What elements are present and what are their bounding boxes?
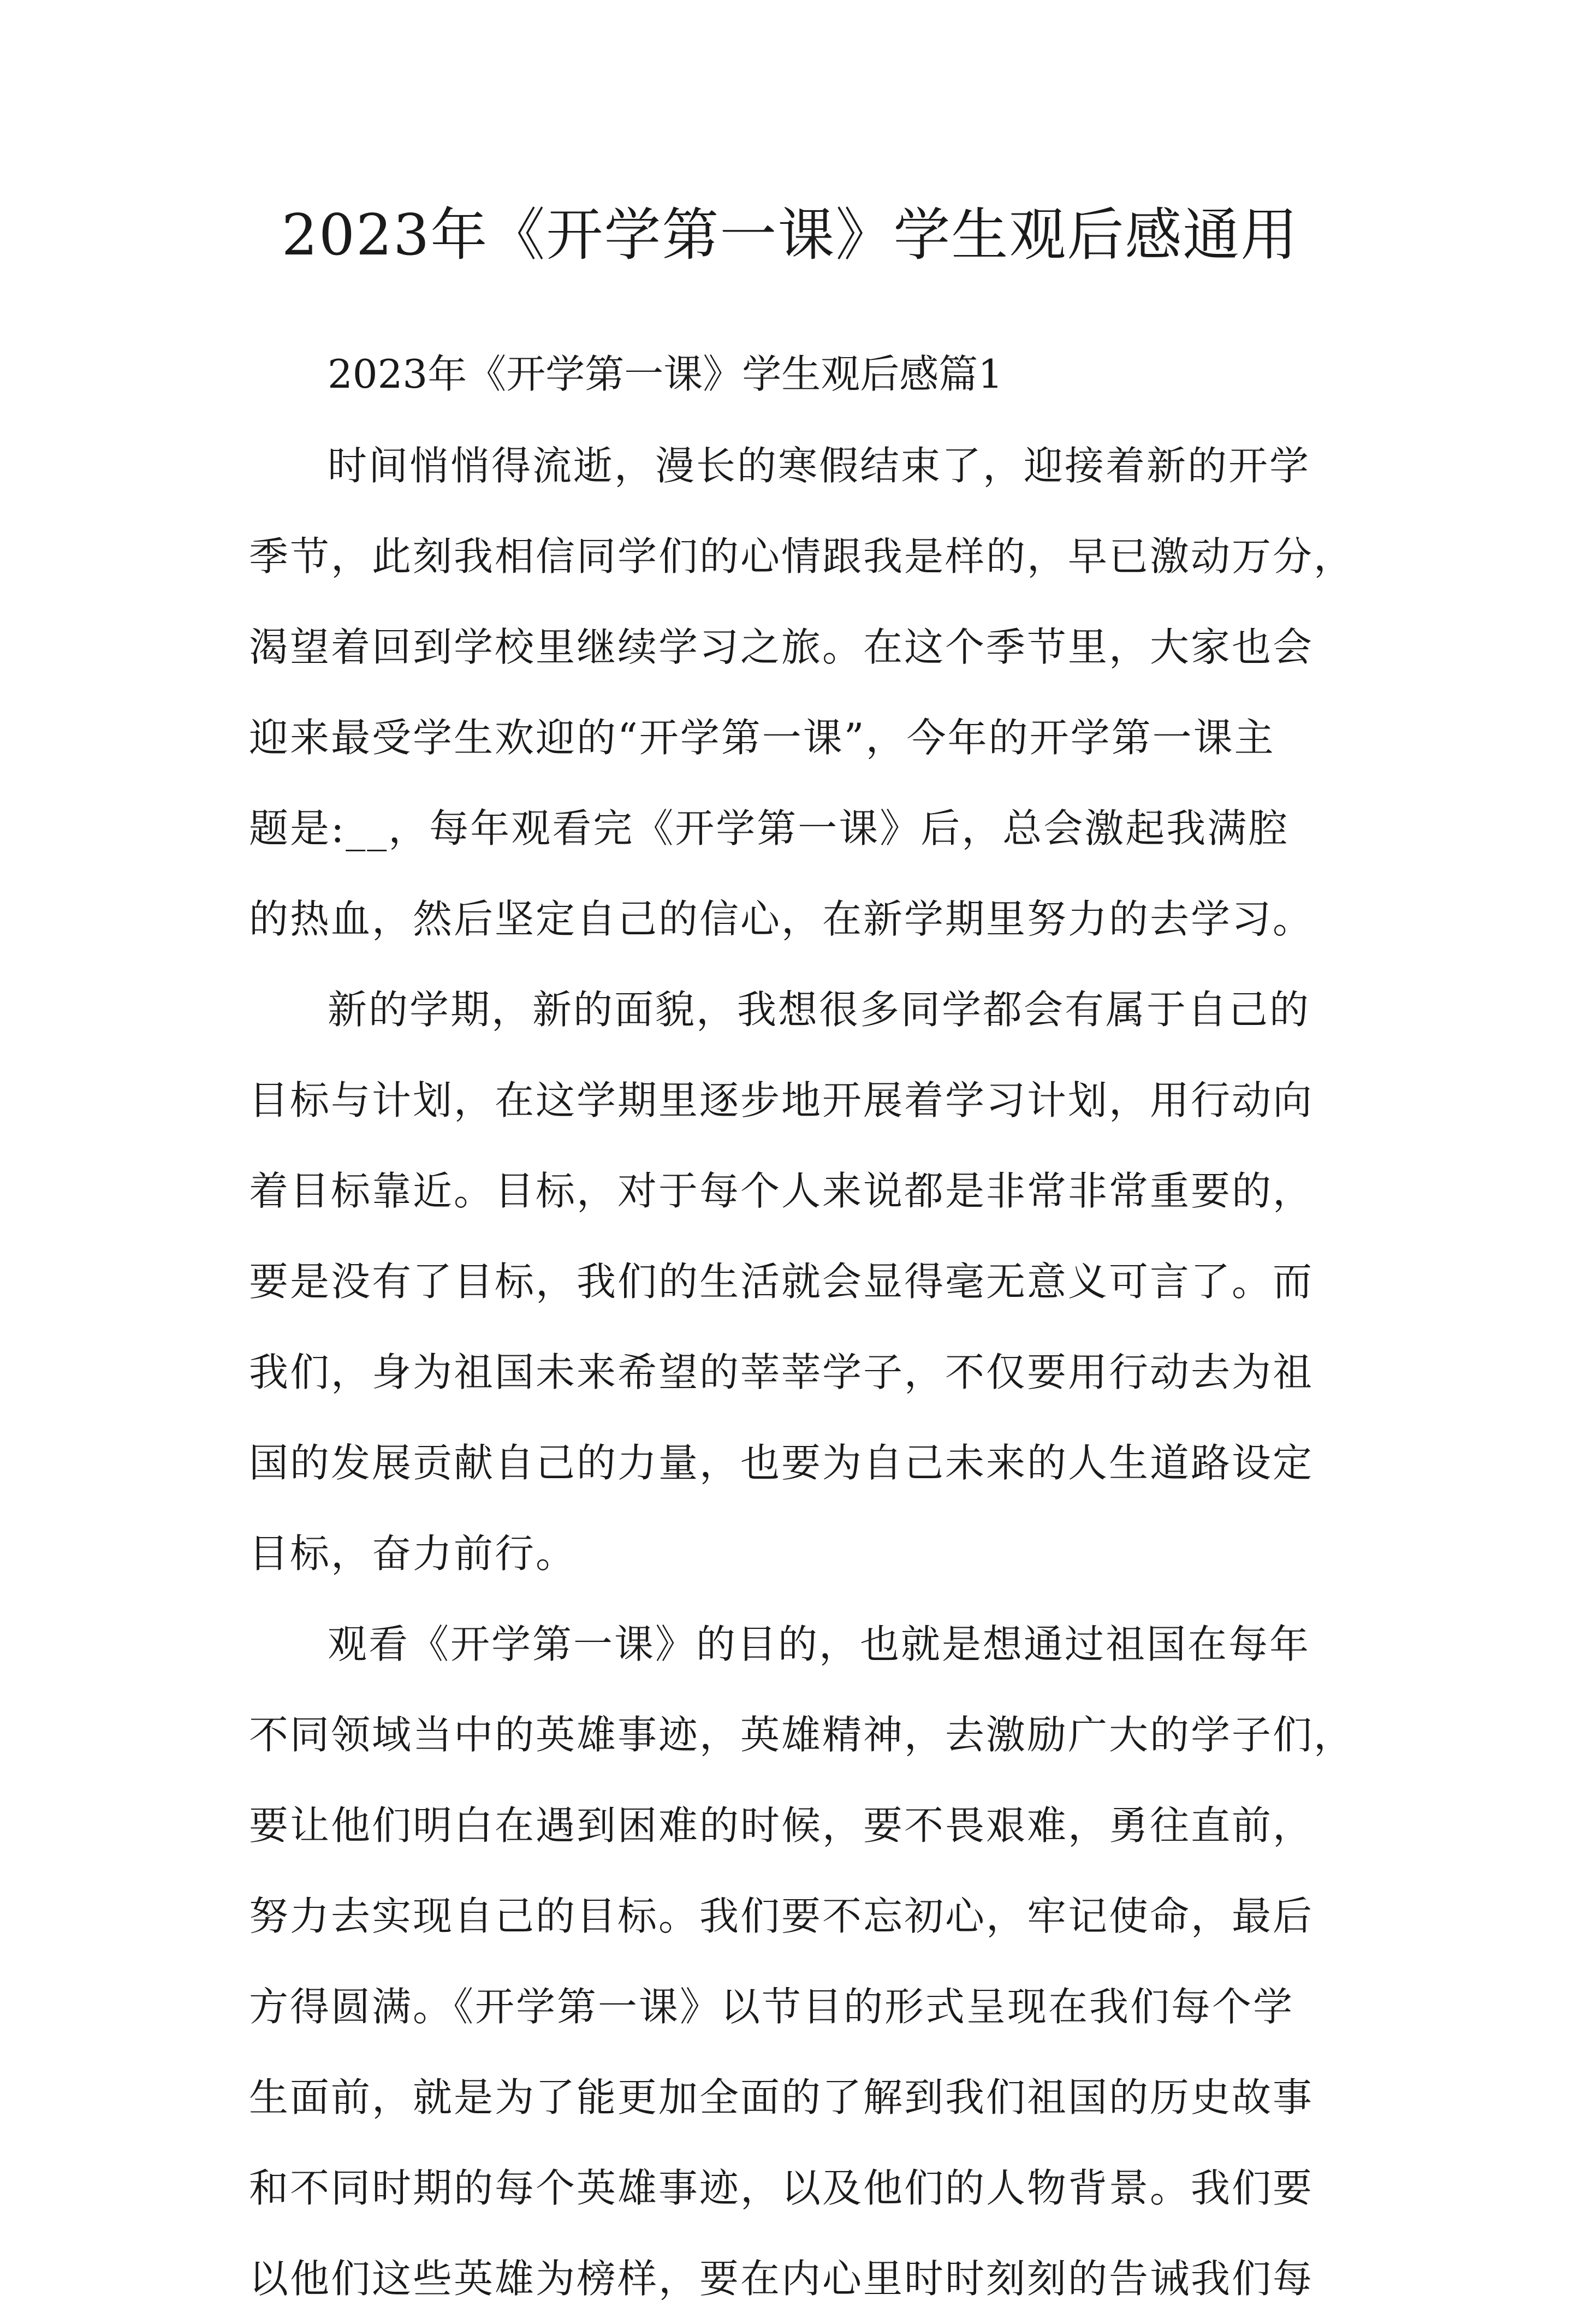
paragraph-line: 和不同时期的每个英雄事迹，以及他们的人物背景。我们要 bbox=[249, 2165, 1314, 2211]
paragraph-line: 目标与计划，在这学期里逐步地开展着学习计划，用行动向 bbox=[249, 1077, 1314, 1123]
paragraph-line: 迎来最受学生欢迎的“开学第一课”，今年的开学第一课主 bbox=[249, 715, 1275, 761]
paragraph-2 bbox=[249, 964, 1365, 1599]
paragraph-line: 观看《开学第一课》的目的，也就是想通过祖国在每年 bbox=[328, 1621, 1311, 1667]
section-heading: 2023年《开学第一课》学生观后感篇1 bbox=[328, 351, 1003, 397]
paragraph-line: 方得圆满。《开学第一课》以节目的形式呈现在我们每个学 bbox=[249, 1984, 1294, 2030]
article-body bbox=[249, 328, 1365, 2324]
paragraph-line: 目标，奋力前行。 bbox=[249, 1531, 577, 1576]
document-title: 2023年《开学第一课》学生观后感通用 bbox=[281, 201, 1299, 268]
paragraph-line: 要让他们明白在遇到困难的时候，要不畏艰难，勇往直前， bbox=[249, 1803, 1314, 1848]
paragraph-line: 生面前，就是为了能更加全面的了解到我们祖国的历史故事 bbox=[249, 2074, 1314, 2120]
paragraph-line: 着目标靠近。目标，对于每个人来说都是非常非常重要的， bbox=[249, 1168, 1314, 1214]
paragraph-1 bbox=[249, 420, 1365, 964]
paragraph-line: 的热血，然后坚定自己的信心，在新学期里努力的去学习。 bbox=[249, 896, 1314, 942]
paragraph-line: 新的学期，新的面貌，我想很多同学都会有属于自己的 bbox=[328, 987, 1311, 1033]
paragraph-line: 不同领域当中的英雄事迹，英雄精神，去激励广大的学子们， bbox=[249, 1712, 1355, 1758]
paragraph-line: 我们，身为祖国未来希望的莘莘学子，不仅要用行动去为祖 bbox=[249, 1349, 1314, 1395]
paragraph-line: 时间悄悄得流逝，漫长的寒假结束了，迎接着新的开学 bbox=[328, 443, 1311, 489]
paragraph-line: 国的发展贡献自己的力量，也要为自己未来的人生道路设定 bbox=[249, 1440, 1314, 1486]
paragraph-line: 季节，此刻我相信同学们的心情跟我是样的，早已激动万分， bbox=[249, 533, 1355, 579]
paragraph-line: 以他们这些英雄为榜样，要在内心里时时刻刻的告诫我们每 bbox=[249, 2256, 1314, 2302]
paragraph-line: 要是没有了目标，我们的生活就会显得毫无意义可言了。而 bbox=[249, 1259, 1314, 1305]
paragraph-line: 努力去实现自己的目标。我们要不忘初心，牢记使命，最后 bbox=[249, 1893, 1314, 1939]
paragraph-line: 题是:__，每年观看完《开学第一课》后，总会激起我满腔 bbox=[249, 805, 1290, 851]
paragraph-line: 渴望着回到学校里继续学习之旅。在这个季节里，大家也会 bbox=[249, 624, 1314, 670]
paragraph-3 bbox=[249, 1599, 1365, 2324]
